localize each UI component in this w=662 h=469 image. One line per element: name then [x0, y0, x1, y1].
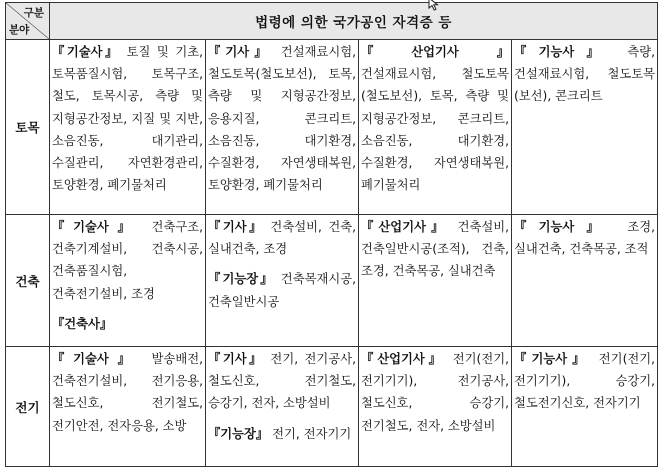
qualification-cell — [50, 347, 206, 467]
qualification-cell — [50, 215, 206, 347]
qualification-cell — [512, 215, 658, 347]
corner-label-field: 분야 — [9, 24, 30, 36]
qualification-entry — [514, 216, 655, 260]
grade-label: 『산업기사』 — [361, 352, 445, 366]
corner-label-category: 구분 — [23, 7, 44, 19]
qualification-cell — [206, 215, 359, 347]
qualification-cell — [512, 40, 658, 215]
grade-label: 『기능사』 — [514, 45, 612, 59]
qualification-entry — [208, 216, 356, 260]
subject-list: 건설재료시험, 철도토목(철도보선), 토목, 측량 및 지형공간정보, 콘크리트, 소음진동, 대기환경, 수질환경, 자연생태복원, 폐기물처리 — [361, 67, 509, 193]
subject-list: 전기, 전기공사, 철도신호, 전기철도, 승강기, 전자, 소방설비 — [208, 352, 356, 411]
grade-label: 『기사』 — [208, 352, 264, 366]
subject-list: 건축설비, 건축, 실내건축, 조경 — [208, 220, 356, 257]
qualification-entry — [52, 41, 203, 196]
cell-content — [50, 215, 205, 335]
cell-content — [50, 40, 205, 196]
cell-content — [359, 40, 511, 196]
qualification-entry — [514, 41, 655, 108]
qualification-entry — [208, 348, 356, 415]
table-row — [6, 347, 658, 467]
header-corner-cell — [6, 3, 50, 40]
qualification-entry — [52, 313, 203, 335]
grade-label: 『산업기사』 — [361, 220, 449, 234]
cell-content — [206, 215, 358, 313]
qualification-entry — [208, 423, 356, 445]
qualification-cell — [359, 40, 512, 215]
cell-content — [359, 215, 511, 283]
subject-list: 건축구조, 건축기계설비, 건축시공, 건축품질시험, 건축전기설비, 조경 — [52, 220, 203, 301]
field-label: 토목 — [6, 40, 50, 215]
grade-label: 『건축사』 — [52, 316, 113, 331]
cell-content — [512, 40, 657, 108]
qualification-cell — [512, 347, 658, 467]
table-row — [6, 215, 658, 347]
diagonal-corner — [6, 3, 49, 39]
grade-label: 『기술사』 — [52, 45, 121, 59]
field-label: 건축 — [6, 215, 50, 347]
grade-label: 『기술사』 — [52, 352, 139, 366]
qualification-entry — [361, 41, 509, 196]
subject-list: 전기(전기, 전기기기), 승강기, 철도전기신호, 전자기기 — [514, 352, 656, 411]
subject-list: 전기(전기, 전기기기), 전기공사, 철도신호, 승강기, 전기철도, 전자, 소방설비 — [361, 352, 509, 433]
cell-content — [359, 347, 511, 437]
subject-list: 건축설비, 건축일반시공(조적), 건축, 조경, 건축목공, 실내건축 — [361, 220, 510, 279]
subject-list: 전기, 전자기기 — [268, 426, 352, 441]
cell-content — [206, 40, 358, 196]
qualification-cell — [206, 40, 359, 215]
qualification-entry — [52, 216, 203, 305]
subject-list: 조경, 실내건축, 건축목공, 조적 — [514, 220, 656, 257]
qualification-entry — [208, 41, 356, 196]
grade-label: 『기능장』 — [208, 272, 275, 287]
qualification-table — [5, 2, 658, 467]
table-row — [6, 40, 658, 215]
grade-label: 『산업기사』 — [361, 45, 509, 59]
subject-list: 토질 및 기초, 토목품질시험, 토목구조, 철도, 토목시공, 측량 및 지형공간정보, 지질 및 지반, 소음진동, 대기관리, 수질관리, 자연환경관리, 토양환경, 폐기물처리 — [52, 45, 204, 193]
grade-label: 『기사』 — [208, 45, 272, 59]
qualification-entry — [514, 348, 655, 415]
qualification-entry — [361, 348, 509, 437]
cell-content — [512, 347, 657, 415]
qualification-entry — [52, 348, 203, 437]
cell-content — [50, 347, 205, 437]
subject-list: 건설재료시험, 철도토목(철도보선), 토목, 측량 및 지형공간정보, 응용지질, 콘크리트, 소음진동, 대기환경, 수질환경, 자연생태복원, 토양환경, 폐기물처리 — [208, 45, 356, 193]
header-row — [6, 3, 658, 40]
subject-list: 발송배전, 건축전기설비, 전기응용, 철도신호, 전기철도, 전기안전, 전자응용, 소방 — [52, 352, 203, 433]
subject-list: 건축목재시공, 건축일반시공 — [208, 272, 356, 309]
qualification-entry — [361, 216, 509, 283]
grade-label: 『기능장』 — [208, 426, 269, 441]
field-label: 전기 — [6, 347, 50, 467]
qualification-cell — [50, 40, 206, 215]
grade-label: 『기능사』 — [514, 352, 590, 366]
table-title: 법령에 의한 국가공인 자격증 등 — [50, 3, 658, 40]
qualification-cell — [206, 347, 359, 467]
cell-content — [206, 347, 358, 445]
grade-label: 『기능사』 — [514, 220, 612, 234]
qualification-cell — [359, 347, 512, 467]
qualification-entry — [208, 268, 356, 312]
subject-list: 측량, 건설재료시험, 철도토목(보선), 콘크리트 — [514, 45, 656, 104]
cell-content — [512, 215, 657, 260]
grade-label: 『기술사』 — [52, 220, 139, 234]
qualification-cell — [359, 215, 512, 347]
grade-label: 『기사』 — [208, 220, 264, 234]
